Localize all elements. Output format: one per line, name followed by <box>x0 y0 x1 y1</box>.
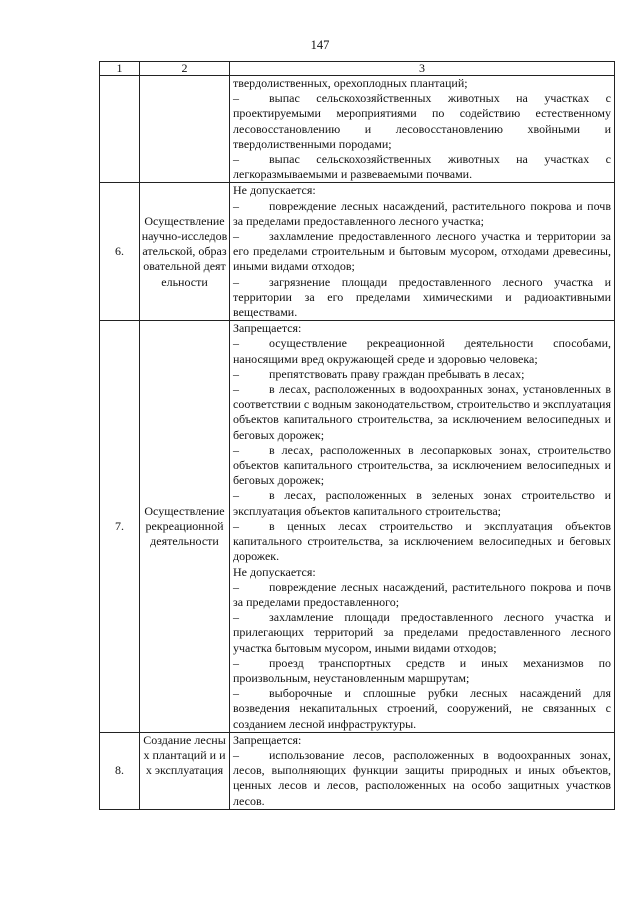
restriction-item <box>233 519 611 565</box>
restriction-item <box>233 199 611 229</box>
row-number: 7. <box>100 321 140 732</box>
header-cell-1: 1 <box>100 62 140 76</box>
restriction-text: захламление площади предоставленного лесного участка и прилегающих территорий за пределами предоставленного лесного участка бытовым мусором, иными видами отходов; <box>233 610 611 655</box>
row-number <box>100 76 140 183</box>
dash-marker: – <box>233 91 239 106</box>
dash-marker: – <box>233 198 239 213</box>
restriction-text: использование лесов, расположенных в водоохранных зонах, лесов, выполняющих функции защиты природных и иных объектов, ценных лесов и лесов, расположенных на особо защитных участков лесов. <box>233 747 611 808</box>
restriction-text: выборочные и сплошные рубки лесных насаждений для возведения некапитальных строений, сооружений, не связанных с созданием лесной инфраструктуры. <box>233 686 611 731</box>
activity-type <box>140 76 230 183</box>
restriction-heading: Запрещается: <box>233 732 302 747</box>
dash-marker: – <box>233 442 239 457</box>
restrictions-cell <box>230 321 615 732</box>
activity-type: Осуществление научно-исследовательской, образовательной деятельности <box>140 183 230 321</box>
activity-type: Создание лесных плантаций и их эксплуатация <box>140 732 230 809</box>
restriction-text: препятствовать праву граждан пребывать в лесах; <box>269 366 525 381</box>
restriction-item <box>233 580 611 610</box>
regulations-table <box>99 61 615 810</box>
dash-marker: – <box>233 518 239 533</box>
restriction-heading: Запрещается: <box>233 321 302 336</box>
restrictions-cell <box>230 76 615 183</box>
restriction-text: проезд транспортных средств и иных механизмов по произвольным, неустановленным маршрутам; <box>233 655 611 685</box>
dash-marker: – <box>233 579 239 594</box>
dash-marker: – <box>233 382 239 397</box>
restriction-item <box>233 488 611 518</box>
page-number: 147 <box>310 38 330 52</box>
restriction-item <box>233 229 611 275</box>
restriction-text: в ценных лесах строительство и эксплуатация объектов капитального строительства, за исключением велосипедных и беговых дорожек. <box>233 518 611 564</box>
dash-marker: – <box>233 152 239 167</box>
restriction-item <box>233 610 611 656</box>
restriction-item <box>233 382 611 443</box>
restriction-heading: Не допускается: <box>233 183 316 198</box>
dash-marker: – <box>233 747 239 762</box>
restriction-heading: твердолиственных, орехоплодных плантаций; <box>233 76 468 90</box>
table-header-row <box>100 62 615 76</box>
dash-marker: – <box>233 274 239 289</box>
dash-marker: – <box>233 229 239 244</box>
table-row <box>100 321 615 732</box>
restriction-text: в лесах, расположенных в лесопарковых зонах, строительство объектов капитального строительства, за исключением велосипедных и беговых дорожек; <box>233 442 611 488</box>
restriction-item <box>233 336 611 366</box>
restrictions-cell <box>230 183 615 321</box>
restriction-heading: Не допускается: <box>233 564 316 579</box>
restriction-item <box>233 275 611 321</box>
restriction-text: повреждение лесных насаждений, растительного покрова и почв за пределами предоставленного лесного участка; <box>233 198 611 228</box>
restriction-item <box>233 367 611 382</box>
restriction-text: в лесах, расположенных в зеленых зонах строительство и эксплуатация объектов капитального строительства; <box>233 488 611 518</box>
restriction-item <box>233 152 611 182</box>
activity-type: Осуществление рекреационной деятельности <box>140 321 230 732</box>
table-row <box>100 76 615 183</box>
restriction-text: загрязнение площади предоставленного лесного участка и территории за его пределами химическими и радиоактивными веществами. <box>233 274 611 320</box>
table-row <box>100 732 615 809</box>
header-cell-2: 2 <box>140 62 230 76</box>
dash-marker: – <box>233 336 239 351</box>
restriction-item <box>233 686 611 732</box>
header-cell-3: 3 <box>230 62 615 76</box>
dash-marker: – <box>233 686 239 701</box>
restriction-text: в лесах, расположенных в водоохранных зонах, установленных в соответствии с водным законодательством, строительство и эксплуатация объектов капитального строительства, за исключением велосипедных и беговых дорожек; <box>233 382 611 442</box>
restriction-text: захламление предоставленного лесного участка и территории за его пределами строительным и бытовым мусором, отходами древесины, иными видами отходов; <box>233 229 611 274</box>
restriction-item <box>233 656 611 686</box>
restriction-item <box>233 91 611 152</box>
dash-marker: – <box>233 366 239 381</box>
restrictions-cell <box>230 732 615 809</box>
restriction-text: повреждение лесных насаждений, растительного покрова и почв за пределами предоставленного; <box>233 579 611 609</box>
table-row <box>100 183 615 321</box>
restriction-item <box>233 748 611 809</box>
dash-marker: – <box>233 488 239 503</box>
dash-marker: – <box>233 655 239 670</box>
row-number: 8. <box>100 732 140 809</box>
restriction-text: выпас сельскохозяйственных животных на участках с легкоразмываемыми и развеваемыми почвами. <box>233 152 611 182</box>
restriction-text: осуществление рекреационной деятельности способами, наносящими вред окружающей среде и здоровью человека; <box>233 336 611 366</box>
restriction-item <box>233 443 611 489</box>
restriction-text: выпас сельскохозяйственных животных на участках с проектируемыми мероприятиями по содействию естественному лесовосстановлению и лесовосстановлению хвойными и твердолиственными породами; <box>233 91 611 151</box>
dash-marker: – <box>233 610 239 625</box>
row-number: 6. <box>100 183 140 321</box>
